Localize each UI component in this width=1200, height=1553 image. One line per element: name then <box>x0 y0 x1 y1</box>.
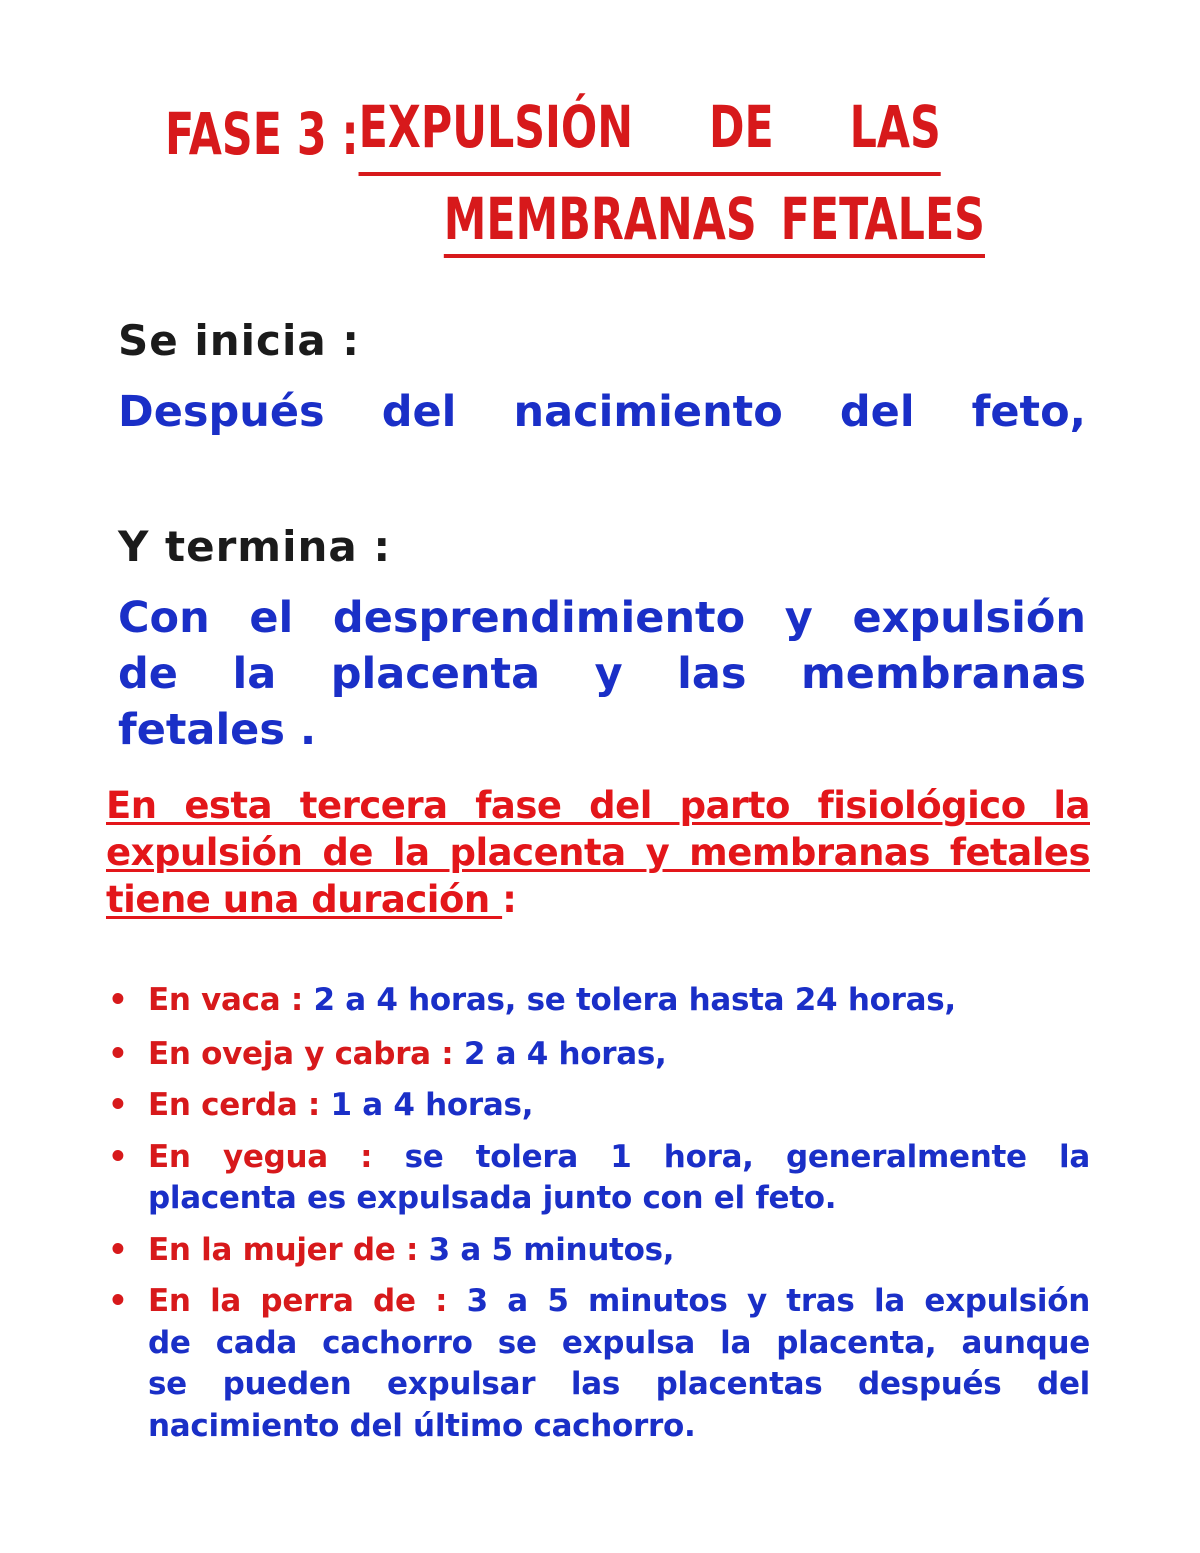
species-label: En vaca : <box>148 982 303 1018</box>
termina-line: Con el desprendimiento y expulsión <box>118 593 1086 643</box>
inicia-text: Después del nacimiento del feto, <box>118 387 1086 437</box>
title-prefix: FASE 3 : <box>165 100 359 168</box>
termina-text <box>118 590 1086 758</box>
note-line <box>106 876 1090 923</box>
duration-text: se pueden expulsar las placentas después del <box>148 1366 1090 1402</box>
duration-text: 3 a 5 minutos, <box>428 1231 675 1268</box>
bullet-icon: • <box>108 1231 128 1268</box>
title-underlined-line-2 <box>444 184 985 258</box>
duration-note <box>106 782 1090 923</box>
bullet-icon: • <box>108 1283 128 1319</box>
list-item <box>100 1085 1090 1127</box>
duration-text: 2 a 4 horas, <box>463 1035 667 1072</box>
bullet-icon: • <box>108 1035 128 1072</box>
title-word: DE <box>708 93 774 161</box>
species-label: En la perra de : <box>148 1283 448 1319</box>
bullet-icon: • <box>108 1138 128 1175</box>
duration-text: de cada cachorro se expulsa la placenta, aunque <box>148 1324 1090 1361</box>
duration-text: 1 a 4 horas, <box>330 1087 534 1123</box>
title-word: MEMBRANAS <box>443 185 757 253</box>
title-underlined-line-1 <box>359 92 941 176</box>
species-label: En yegua : <box>148 1138 373 1175</box>
duration-text: 3 a 5 minutos y tras la expulsión <box>466 1283 1091 1319</box>
duration-text: nacimiento del último cachorro. <box>148 1407 696 1444</box>
note-colon: : <box>502 878 517 921</box>
inicia-label: Se inicia : <box>118 316 361 365</box>
termina-label: Y termina : <box>118 522 392 571</box>
list-item <box>100 1137 1090 1220</box>
list-item <box>100 1034 1090 1076</box>
title-word: EXPULSIÓN <box>358 93 634 161</box>
bullet-icon: • <box>108 982 128 1018</box>
list-item <box>100 1281 1090 1447</box>
duration-text: placenta es expulsada junto con el feto. <box>148 1180 837 1216</box>
species-duration-list <box>100 980 1090 1457</box>
duration-text: 2 a 4 horas, se tolera hasta 24 horas, <box>313 982 956 1018</box>
species-label: En cerda : <box>148 1087 321 1123</box>
note-underlined-text: tiene una duración <box>106 878 503 921</box>
termina-line: fetales . <box>118 705 317 755</box>
species-label: En oveja y cabra : <box>148 1035 454 1072</box>
note-line: En esta tercera fase del parto fisiológico la <box>106 784 1090 827</box>
list-item <box>100 1230 1090 1272</box>
title-word: FETALES <box>780 185 985 253</box>
title-word: LAS <box>849 93 941 161</box>
bullet-icon: • <box>108 1087 128 1123</box>
page-title <box>165 92 985 261</box>
title-line-1 <box>165 92 941 176</box>
list-item <box>100 980 1090 1022</box>
species-label: En la mujer de : <box>148 1231 419 1268</box>
termina-line: de la placenta y las membranas <box>118 649 1086 699</box>
note-line: expulsión de la placenta y membranas fetales <box>106 831 1090 874</box>
duration-text: se tolera 1 hora, generalmente la <box>404 1138 1090 1175</box>
